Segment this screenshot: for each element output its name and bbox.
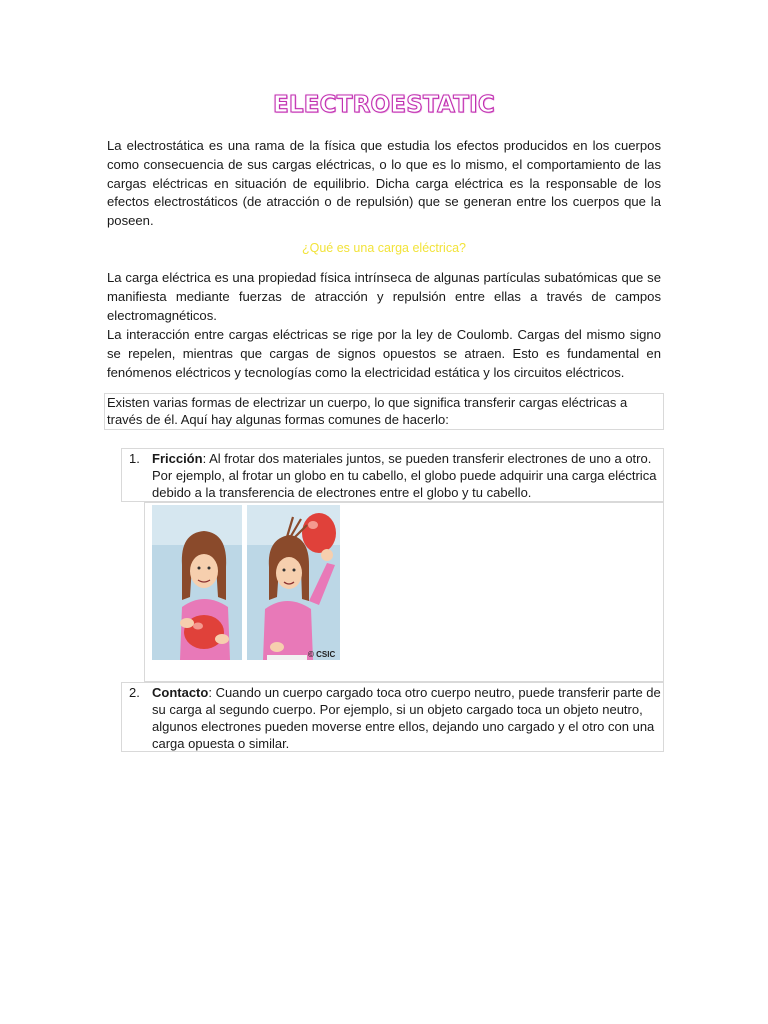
electrify-intro-text: Existen varias formas de electrizar un cuerpo, lo que significa transferir cargas eléctricas a través de él. Aquí hay algunas formas comunes de hacerlo: [107, 395, 628, 427]
panel-girl-rubbing-balloon [152, 505, 242, 660]
charge-definition-paragraph: La carga eléctrica es una propiedad física intrínseca de algunas partículas subatómicas que se manifiesta mediante fuerzas de atracción y repulsión entre ellas a través de campos electromagnéticos. [107, 270, 661, 323]
list-item-text: : Al frotar dos materiales juntos, se pueden transferir electrones de uno a otro. Por ejemplo, al frotar un globo en tu cabello, el globo puede adquirir una carga eléctrica debido a la transferencia de electrones entre el globo y tu cabello. [152, 451, 657, 500]
panel-girl-balloon-hair [247, 505, 340, 660]
list-number: 1. [129, 451, 140, 466]
intro-paragraph: La electrostática es una rama de la física que estudia los efectos producidos en los cuerpos como consecuencia de sus cargas eléctricas, o lo que es lo mismo, el comportamiento de las cargas eléctricas en situación de equilibrio. Dicha carga eléctrica es la responsable de los efectos electrostáticos (de atracción o de repulsión) que se generan entre los cuerpos que la poseen. [107, 138, 661, 229]
list-item-contact [152, 684, 662, 752]
list-number: 2. [129, 685, 140, 700]
list-item-term: Fricción [152, 451, 203, 466]
list-item-text: : Cuando un cuerpo cargado toca otro cuerpo neutro, puede transferir parte de su carga al segundo cuerpo. Por ejemplo, si un objeto cargado toca un objeto neutro, algunos electrones pueden moverse entre ellos, dejando uno cargado y el otro con una carga opuesta o similar. [152, 685, 661, 751]
section-subheading: ¿Qué es una carga eléctrica? [302, 241, 466, 255]
list-item-friction [152, 450, 662, 501]
coulomb-paragraph: La interacción entre cargas eléctricas se rige por la ley de Coulomb. Cargas del mismo signo se repelen, mientras que cargas de signos opuestos se atraen. Esto es fundamental en fenómenos eléctricos y tecnologías como la electricidad estática y los circuitos eléctricos. [107, 327, 661, 380]
balloon-friction-illustration [152, 505, 342, 663]
list-item-term: Contacto [152, 685, 209, 700]
image-credit: © CSIC [308, 650, 336, 659]
document-title: ELECTROESTATIC [272, 92, 496, 118]
